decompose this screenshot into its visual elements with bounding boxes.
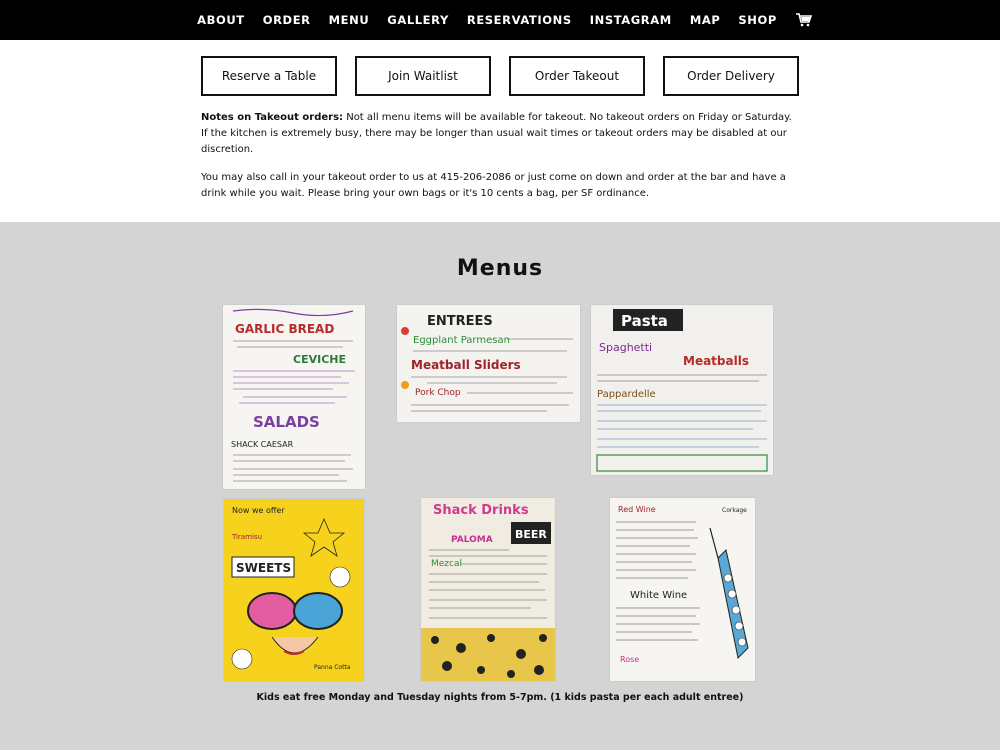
cart-icon[interactable] [796, 13, 812, 27]
card2-sub2: Meatball Sliders [411, 358, 521, 372]
nav-gallery[interactable]: GALLERY [387, 13, 449, 27]
menu-card-drinks[interactable] [421, 498, 555, 681]
nav-instagram[interactable]: INSTAGRAM [589, 13, 672, 27]
nav-about[interactable]: ABOUT [197, 13, 245, 27]
menu-card-entrees[interactable] [397, 305, 580, 422]
order-delivery-button[interactable]: Order Delivery [663, 56, 799, 96]
kids-eat-free-note: Kids eat free Monday and Tuesday nights from 5-7pm. (1 kids pasta per each adult entree) [256, 692, 744, 703]
card6-sub1: White Wine [630, 590, 688, 601]
card2-heading: ENTREES [427, 314, 493, 329]
card1-sub2: SALADS [253, 413, 320, 431]
order-takeout-button[interactable]: Order Takeout [509, 56, 645, 96]
wine-menu-image [610, 498, 755, 681]
card5-heading: Shack Drinks [433, 503, 529, 518]
menus-title: Menus [456, 256, 544, 281]
card3-heading: Pasta [621, 312, 668, 330]
card6-sub2: Rose [620, 655, 640, 664]
nav-map[interactable]: MAP [689, 13, 721, 27]
entrees-menu-image [397, 305, 580, 422]
appetizers-menu-image [223, 305, 365, 489]
reserve-table-button[interactable]: Reserve a Table [201, 56, 337, 96]
card2-sub3: Pork Chop [415, 388, 461, 398]
phone-order-paragraph: You may also call in your takeout order to us at 415-206-2086 or just come on down and order at the bar and have a drink while you wait. Please bring your own bags or it's 10 cents a bag, per SF ordinance. [201, 172, 786, 199]
card2-sub1: Eggplant Parmesan [413, 335, 510, 346]
card1-heading: GARLIC BREAD [235, 322, 335, 336]
takeout-notes-text: Not all menu items will be available for takeout. No takeout orders on Friday or Saturday. If the kitchen is extremely busy, there may be longer than usual wait times or takeout orders may be disabled at our discretion. [201, 112, 792, 155]
card3-sub2: Meatballs [683, 354, 749, 368]
menu-card-wine[interactable] [610, 498, 755, 681]
card3-sub3: Pappardelle [597, 389, 656, 400]
sweets-menu-image [224, 499, 364, 681]
join-waitlist-button[interactable]: Join Waitlist [355, 56, 491, 96]
card5-sub3: Mezcal [431, 559, 462, 569]
card4-heading: SWEETS [236, 561, 292, 575]
menu-card-appetizers[interactable] [223, 305, 365, 489]
nav-shop[interactable]: SHOP [738, 13, 777, 27]
card6-heading: Red Wine [618, 505, 656, 514]
card3-sub1: Spaghetti [599, 341, 653, 354]
nav-menu[interactable]: MENU [328, 13, 370, 27]
cart-icon-glyph [796, 13, 812, 27]
card1-sub3: SHACK CAESAR [231, 440, 294, 449]
nav-order[interactable]: ORDER [262, 13, 311, 27]
nav-reservations[interactable]: RESERVATIONS [466, 13, 572, 27]
card6-sub3: Corkage [722, 507, 747, 514]
card4-sub2: Tiramisu [232, 533, 263, 541]
card5-sub1: BEER [515, 528, 547, 541]
card1-sub1: CEVICHE [293, 353, 346, 366]
takeout-notes [201, 110, 801, 214]
card4-sub3: Panna Cotta [314, 664, 351, 671]
card5-sub2: PALOMA [451, 535, 493, 545]
top-nav [0, 0, 1000, 40]
cta-row [201, 56, 799, 96]
takeout-notes-label: Notes on Takeout orders: [201, 112, 344, 123]
card4-sub1: Now we offer [232, 506, 285, 515]
takeout-notes-paragraph [201, 110, 801, 158]
menu-card-pasta[interactable] [591, 305, 773, 475]
menu-card-sweets[interactable] [224, 499, 364, 681]
drinks-menu-image [421, 498, 555, 681]
pasta-menu-image [591, 305, 773, 475]
